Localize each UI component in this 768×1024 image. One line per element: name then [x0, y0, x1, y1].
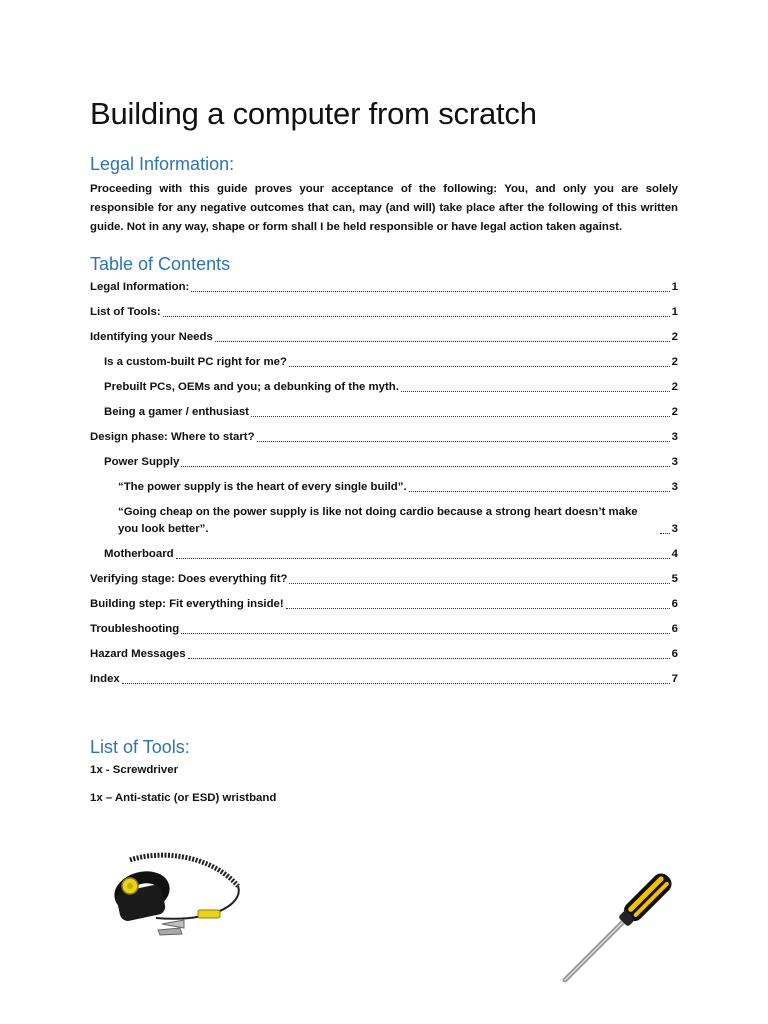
toc-leader-dots [122, 683, 670, 684]
tool-item-wristband: 1x – Anti-static (or ESD) wristband [90, 792, 277, 804]
tools-heading: List of Tools: [90, 737, 190, 757]
toc-entry-text: “The power supply is the heart of every single build”. [118, 481, 407, 493]
toc-entry-building-step[interactable] [90, 596, 678, 613]
toc-entry-text: Hazard Messages [90, 648, 186, 660]
toc-entry-text: Identifying your Needs [90, 331, 213, 343]
esd-wristband-icon [100, 848, 250, 938]
toc-leader-dots [163, 316, 670, 317]
toc-entry-hazard-messages[interactable] [90, 646, 678, 663]
toc-page-number: 7 [671, 673, 678, 685]
document-title: Building a computer from scratch [90, 96, 537, 131]
toc-entry-power-supply[interactable] [90, 454, 678, 471]
toc-leader-dots [257, 441, 670, 442]
toc-leader-dots [181, 466, 669, 467]
toc-entry-text: Verifying stage: Does everything fit? [90, 573, 288, 585]
toc-leader-dots [188, 658, 670, 659]
toc-page-number: 2 [671, 356, 678, 368]
toc-entry-text: Being a gamer / enthusiast [104, 406, 249, 418]
toc-entry-psu-heart-quote[interactable] [90, 479, 678, 496]
toc-entry-text: Power Supply [104, 456, 180, 468]
toc-page-number: 3 [671, 456, 678, 468]
toc-entry-text: List of Tools: [90, 306, 161, 318]
toc-leader-dots [409, 491, 670, 492]
toc-page-number: 1 [671, 281, 678, 293]
toc-leader-dots [286, 608, 670, 609]
toc-leader-dots [215, 341, 670, 342]
legal-paragraph: Proceeding with this guide proves your acceptance of the following: You, and only you are solely responsible for any negative outcomes that can, may (and will) take place after the following of this written guide. Not in any way, shape or form shall I be held responsible or have legal action taken against. [90, 183, 678, 233]
toc-page-number: 3 [671, 481, 678, 493]
toc-entry-text: Motherboard [104, 548, 174, 560]
toc-page-number: 5 [671, 573, 678, 585]
toc-entry-motherboard[interactable] [90, 546, 678, 563]
toc-entry-identifying-needs[interactable] [90, 329, 678, 346]
legal-heading: Legal Information: [90, 154, 235, 174]
toc-entry-custom-built-pc[interactable] [90, 354, 678, 371]
toc-page-number: 3 [671, 523, 678, 535]
toc-entry-index[interactable] [90, 671, 678, 688]
tool-item-screwdriver: 1x - Screwdriver [90, 764, 179, 776]
toc-entry-psu-cardio-quote[interactable] [90, 504, 678, 538]
toc-leader-dots [251, 416, 670, 417]
toc-entry-troubleshooting[interactable] [90, 621, 678, 638]
toc-entry-text: Troubleshooting [90, 623, 180, 635]
toc-leader-dots [289, 366, 670, 367]
toc-entry-text: Index [90, 673, 120, 685]
toc-page-number: 1 [671, 306, 678, 318]
toc-page-number: 6 [671, 598, 678, 610]
toc-leader-dots [176, 558, 670, 559]
screwdriver-icon [555, 862, 685, 987]
toc-leader-dots [289, 583, 669, 584]
toc-entry-text: Prebuilt PCs, OEMs and you; a debunking of the myth. [104, 381, 399, 393]
toc-page-number: 6 [671, 648, 678, 660]
toc-page-number: 2 [671, 381, 678, 393]
toc-leader-dots [181, 633, 669, 634]
toc-entry-gamer-enthusiast[interactable] [90, 404, 678, 421]
table-of-contents [90, 279, 678, 696]
toc-entry-text: “Going cheap on the power supply is like not doing cardio because a strong heart doesn’t make you look better”. [118, 506, 638, 535]
toc-leader-dots [660, 533, 670, 534]
toc-heading: Table of Contents [90, 254, 231, 274]
toc-page-number: 4 [671, 548, 678, 560]
toc-leader-dots [191, 291, 669, 292]
toc-entry-verifying-stage[interactable] [90, 571, 678, 588]
toc-page-number: 2 [671, 331, 678, 343]
toc-entry-design-phase[interactable] [90, 429, 678, 446]
toc-page-number: 3 [671, 431, 678, 443]
toc-entry-text: Is a custom-built PC right for me? [104, 356, 287, 368]
toc-page-number: 2 [671, 406, 678, 418]
toc-entry-text: Building step: Fit everything inside! [90, 598, 284, 610]
toc-page-number: 6 [671, 623, 678, 635]
toc-entry-text: Design phase: Where to start? [90, 431, 255, 443]
toc-leader-dots [401, 391, 670, 392]
toc-entry-legal-information[interactable] [90, 279, 678, 296]
toc-entry-list-of-tools[interactable] [90, 304, 678, 321]
toc-entry-text: Legal Information: [90, 281, 190, 293]
toc-entry-prebuilt-pcs[interactable] [90, 379, 678, 396]
